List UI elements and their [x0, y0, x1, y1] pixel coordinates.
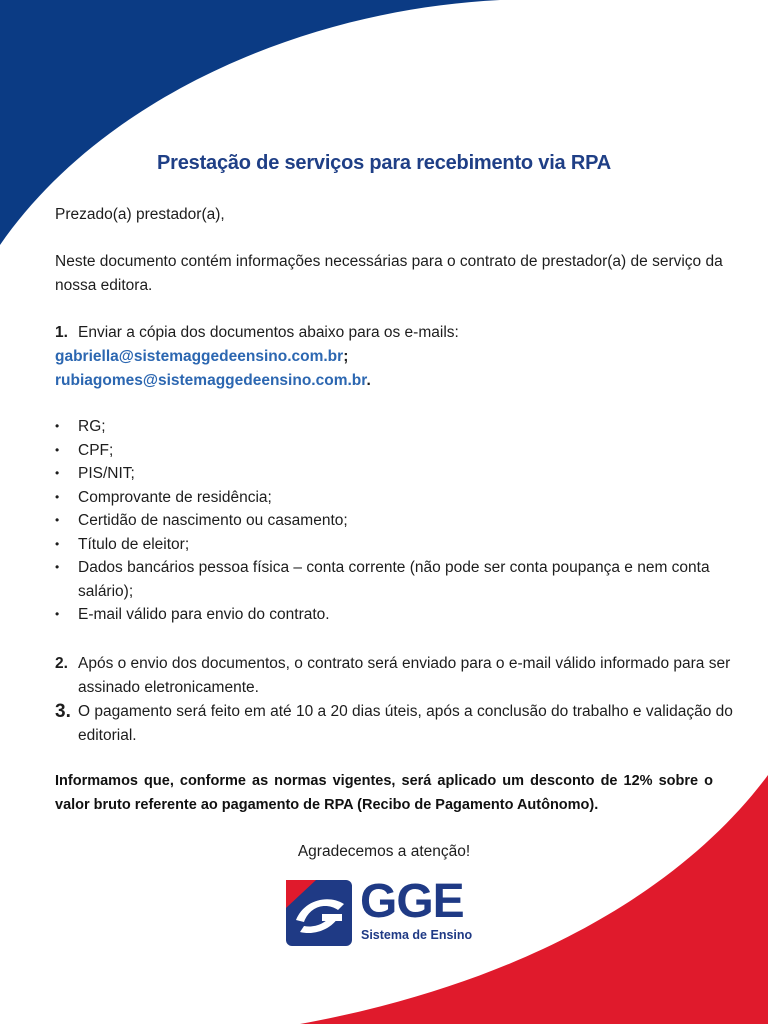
list-item — [55, 533, 715, 557]
gge-logo — [286, 875, 486, 946]
step-1 — [55, 321, 735, 345]
list-item — [55, 462, 715, 486]
step-text: Após o envio dos documentos, o contrato será enviado para o e-mail válido informado para ser assinado eletronicamente. — [78, 655, 731, 696]
list-item — [55, 439, 715, 463]
email-separator: . — [366, 371, 371, 389]
gge-logo-mark-icon — [286, 880, 352, 946]
list-item — [55, 486, 715, 510]
step-number: 3. — [55, 701, 71, 722]
list-item-text: Certidão de nascimento ou casamento; — [78, 512, 348, 529]
email-list — [55, 345, 371, 392]
email-line — [55, 369, 371, 393]
step-number: 2. — [55, 655, 68, 672]
bullet-icon: • — [55, 513, 60, 527]
bullet-icon: • — [55, 536, 60, 551]
email-line — [55, 345, 371, 369]
intro-paragraph: Neste documento contém informações necessárias para o contrato de prestador(a) de serviço da nossa editora. — [55, 253, 723, 294]
email-link-rubiagomes[interactable]: rubiagomes@sistemaggedeensino.com.br — [55, 371, 367, 389]
step-text: O pagamento será feito em até 10 a 20 dias úteis, após a conclusão do trabalho e validação do editorial. — [78, 703, 733, 744]
step-number: 1. — [55, 324, 68, 341]
list-item-text: Título de eleitor; — [78, 535, 190, 553]
bullet-icon: • — [55, 442, 60, 457]
bullet-icon: • — [55, 466, 60, 480]
bullet-icon: • — [55, 489, 60, 504]
logo-subtitle: Sistema de Ensino — [361, 928, 473, 942]
list-item-text: E-mail válido para envio do contrato. — [78, 606, 330, 623]
required-documents-list — [55, 415, 715, 627]
list-item-text: Comprovante de residência; — [78, 488, 272, 506]
list-item-text: RG; — [78, 418, 106, 435]
list-item-text: Dados bancários pessoa física – conta corrente (não pode ser conta poupança e nem conta salário); — [78, 559, 710, 600]
list-item-text: PIS/NIT; — [78, 465, 135, 482]
list-item — [55, 603, 715, 627]
email-link-gabriella[interactable]: gabriella@sistemaggedeensino.com.br — [55, 348, 344, 365]
document-title: Prestação de serviços para recebimento via RPA — [157, 152, 611, 174]
bullet-icon: • — [55, 607, 60, 621]
logo-wordmark: GGE — [360, 875, 464, 928]
step-text: Enviar a cópia dos documentos abaixo para os e-mails: — [78, 324, 459, 341]
bullet-icon: • — [55, 419, 60, 433]
list-item — [55, 415, 715, 439]
list-item — [55, 556, 715, 603]
bullet-icon: • — [55, 560, 60, 574]
list-item-text: CPF; — [78, 441, 114, 459]
step-2 — [55, 652, 735, 699]
closing-text: Agradecemos a atenção! — [297, 843, 471, 860]
step-3 — [55, 700, 735, 747]
discount-notice: Informamos que, conforme as normas vigentes, será aplicado um desconto de 12% sobre o valor bruto referente ao pagamento de RPA (Recibo de Pagamento Autônomo). — [55, 773, 713, 813]
list-item — [55, 509, 715, 533]
greeting-text: Prezado(a) prestador(a), — [55, 206, 225, 223]
email-separator: ; — [343, 348, 349, 365]
